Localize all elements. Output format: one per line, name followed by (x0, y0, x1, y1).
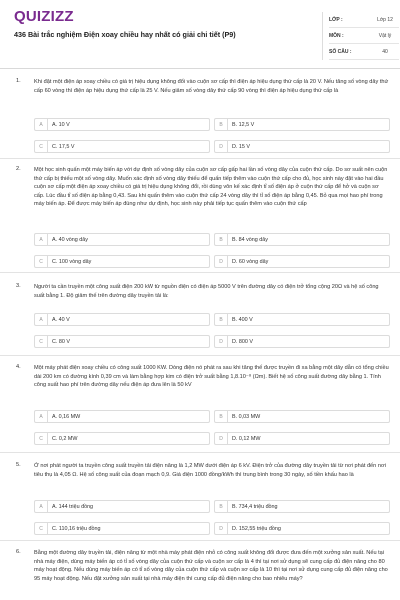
question-text: Người ta cần truyền một công suất điện 200 kW từ nguồn điện có điện áp 5000 V trên đường dây có điện trở tổng cộng 20Ω và hệ số công suất bằng 1. Độ giảm thế trên đường dây truyền tải là: (34, 284, 379, 299)
option-a[interactable]: A A. 144 triệu đồng (34, 500, 210, 513)
option-b[interactable]: B B. 84 vòng dây (214, 233, 390, 246)
option-c[interactable]: C C. 110,16 triệu đồng (34, 522, 210, 535)
option-c[interactable]: C C. 80 V (34, 335, 210, 348)
option-a[interactable]: A A. 10 V (34, 118, 210, 131)
question-number: 1. (16, 78, 21, 84)
question-text: Khi đặt một điện áp xoay chiều có giá trị hiệu dụng không đổi vào cuộn sơ cấp thì điện áp hiệu dụng thứ cấp là 20 V. Nếu tăng số vòng dây thứ cấp 60 vòng thì điện áp hiệu dụng thứ cấp là 25 V. Nếu giảm số vòng dây thứ cấp 90 vòng thì điện áp hiệu dụng thứ cấp là (34, 79, 389, 94)
option-a[interactable]: A A. 0,16 MW (34, 410, 210, 423)
divider (0, 540, 400, 541)
option-d[interactable]: D D. 15 V (214, 140, 390, 153)
question-number: 4. (16, 364, 21, 370)
divider (0, 158, 400, 159)
question-number: 3. (16, 283, 21, 289)
question-text: Ở nơi phát người ta truyền công suất truyền tải điện năng là 1,2 MW dưới điện áp 6 kV. Điện trở của đường dây truyền tải từ nơi phát đến nơi tiêu thụ là 4,05 Ω. Hệ số công suất của đoạn mạch 0,9. Giá điện 1000 đồng/kWh thì trung bình trong 30 ngày, số tiền khấu hao là (34, 463, 386, 478)
meta-key: LỚP : (329, 16, 343, 23)
meta-value: 40 (382, 48, 388, 55)
page-header (0, 0, 400, 69)
question-number: 2. (16, 166, 21, 172)
question-text: Một học sinh quấn một máy biến áp với dự định số vòng dây của cuộn sơ cấp gấp hai lần số vòng dây của cuộn thứ cấp. Do sơ suất nên cuộn thứ cấp bị thiếu một số vòng dây. Muốn xác định số vòng dây thiếu để quấn tiếp thêm vào cuộn thứ cấp cho đủ, học sinh này đặt vào hai đầu cuộn sơ cấp một điện áp xoay chiều có giá trị hiệu dụng không đổi, rồi dùng vôn kế xác định tỉ số điện áp ở cuộn thứ cấp để hở và cuộn sơ cấp. Lúc đầu tỉ số điện áp bằng 0,43. Sau khi quấn thêm vào cuộn thứ cấp 24 vòng dây thì tỉ số điện áp bằng 0,45. Bỏ qua mọi hao phí trong máy biến áp. Để được máy biến áp đúng như dự định, học sinh này phải tiếp tục quấn thêm vào cuộn thứ cấp (34, 167, 388, 208)
meta-key: MÔN : (329, 32, 344, 39)
document-title: 436 Bài trắc nghiệm Điện xoay chiều hay nhất có giải chi tiết (P9) (14, 30, 236, 39)
option-d[interactable]: D D. 800 V (214, 335, 390, 348)
divider (0, 355, 400, 356)
question-text: Một máy phát điện xoay chiều có công suất 1000 KW. Dòng điện nó phát ra sau khi tăng thế được truyền đi xa bằng một dây dẫn có tổng chiều dài 200 km có đường kính 0,39 cm và làm bằng hợp kim có điện trở suất bằng 1,8.10⁻⁸ (Ωm). Biết hệ số công suất đường dây bằng 1. Tính công suất hao phí trên đường dây nếu điện áp đưa lên là 50 kV (34, 365, 389, 389)
question-number: 6. (16, 549, 21, 555)
meta-row-class (329, 12, 399, 28)
meta-row-subject (329, 28, 399, 44)
option-d[interactable]: D D. 0,12 MW (214, 432, 390, 445)
option-b[interactable]: B B. 734,4 triệu đồng (214, 500, 390, 513)
meta-key: SỐ CÂU : (329, 48, 352, 55)
option-d[interactable]: D D. 60 vòng dây (214, 255, 390, 268)
option-b[interactable]: B B. 12,5 V (214, 118, 390, 131)
option-d[interactable]: D D. 152,55 triệu đồng (214, 522, 390, 535)
meta-value: Vật lý (378, 32, 392, 39)
option-c[interactable]: C C. 0,2 MW (34, 432, 210, 445)
meta-panel (322, 12, 399, 60)
option-a[interactable]: A A. 40 vòng dây (34, 233, 210, 246)
divider (0, 452, 400, 453)
quizizz-logo: QUIZIZZ (14, 8, 74, 25)
option-a[interactable]: A A. 40 V (34, 313, 210, 326)
meta-row-count (329, 44, 399, 60)
option-c[interactable]: C C. 17,5 V (34, 140, 210, 153)
question-number: 5. (16, 462, 21, 468)
option-b[interactable]: B B. 0,03 MW (214, 410, 390, 423)
option-c[interactable]: C C. 100 vòng dây (34, 255, 210, 268)
option-b[interactable]: B B. 400 V (214, 313, 390, 326)
divider (0, 272, 400, 273)
question-text: Bằng một đường dây truyền tải, điện năng từ một nhà máy phát điện nhỏ có công suất không đổi được đưa đến một xưởng sản xuất. Nếu tại nhà máy điện, dùng máy biến áp có tỉ số vòng dây của cuộn thứ cấp và cuộn sơ cấp là 4 thì tại nơi sử dụng sẽ cung cấp đủ điện năng cho 80 máy hoạt động. Nếu dùng máy biến áp có tỉ số vòng dây của cuộn thứ cấp và cuộn sơ cấp là 10 thì tại nơi sử dụng cung cấp đủ điện năng cho 95 máy hoạt động. Nếu đặt xưởng sản xuất tại nhà máy điện thì cung cấp đủ điện năng cho bao nhiêu máy? (34, 550, 388, 582)
meta-value: Lớp 12 (377, 16, 393, 23)
